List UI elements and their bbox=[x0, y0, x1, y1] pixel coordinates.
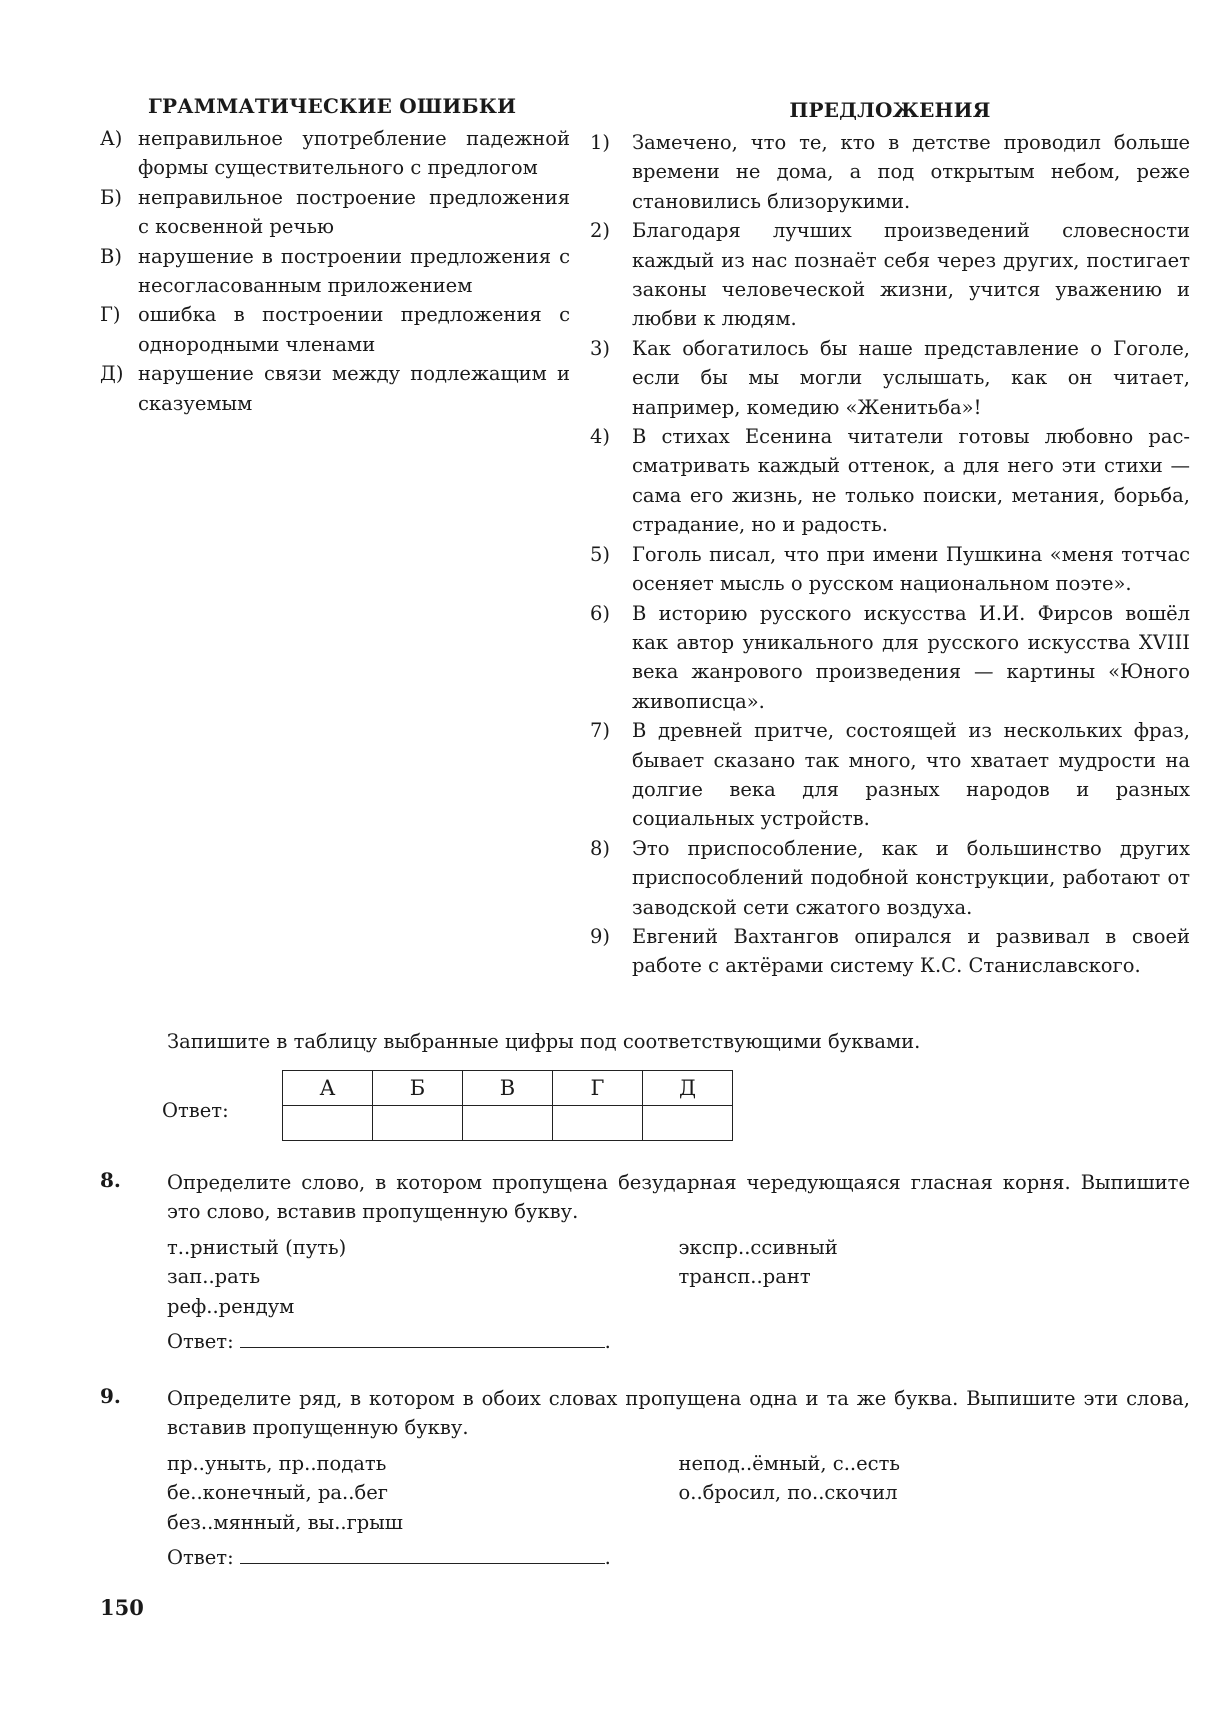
task-8-answer-line bbox=[167, 1327, 1190, 1356]
answer-letter-cell: А bbox=[283, 1071, 373, 1106]
task-9-right-words bbox=[679, 1449, 1191, 1537]
task-9-question: Определите ряд, в котором в обоих словах пропущена одна и та же буква. Выпишите эти слова, вставив пропущенную букву. bbox=[167, 1387, 1190, 1440]
task-8-question: Определите слово, в котором пропущена безударная чередующаяся гласная корня. Выпишите это слово, вставив пропущенную букву. bbox=[167, 1171, 1190, 1224]
task-9-number: 9. bbox=[100, 1384, 121, 1408]
task-8-number: 8. bbox=[100, 1168, 121, 1192]
answer-letter-cell: Г bbox=[553, 1071, 643, 1106]
answer-letter-cell: Б bbox=[373, 1071, 463, 1106]
word-option: о..бросил, по..скочил bbox=[678, 1481, 898, 1505]
sentence-item: 6) В историю русского искусства И.И. Фирсов вошёл как автор уникального для русского искусства XVIII века жанрового произведения — картины «Юного живописца». bbox=[590, 601, 1190, 713]
word-option: пр..уныть, пр..подать bbox=[167, 1451, 387, 1475]
sentences-column bbox=[590, 96, 1190, 981]
word-option: т..рнистый (путь) bbox=[167, 1235, 347, 1259]
task-9-left-words bbox=[167, 1449, 679, 1537]
word-option: непод..ёмный, с..есть bbox=[678, 1451, 900, 1475]
word-option: экспр..ссивный bbox=[678, 1235, 838, 1259]
answer-letter-cell: В bbox=[463, 1071, 553, 1106]
grammar-error-item: Б) неправильное построение предложения с косвенной речью bbox=[100, 185, 570, 239]
task-9-answer-field[interactable] bbox=[240, 1543, 605, 1564]
answer-input-cell[interactable] bbox=[553, 1106, 643, 1141]
page-number: 150 bbox=[100, 1595, 144, 1620]
grammar-errors-list bbox=[100, 124, 570, 418]
task-8-word-list bbox=[167, 1233, 1190, 1321]
task-8-right-words bbox=[679, 1233, 1191, 1321]
grammar-errors-heading: ГРАММАТИЧЕСКИЕ ОШИБКИ bbox=[148, 94, 517, 118]
task-9-answer-label: Ответ: bbox=[167, 1546, 234, 1570]
grammar-errors-column bbox=[100, 92, 570, 418]
answer-letter-cell: Д bbox=[643, 1071, 733, 1106]
sentence-item: 1) Замечено, что те, кто в детстве проводил больше времени не дома, а под открытым небом, реже становились близорукими. bbox=[590, 131, 1190, 213]
word-option: без..мянный, вы..грыш bbox=[167, 1510, 403, 1534]
task-8-answer-end: . bbox=[604, 1330, 611, 1354]
task-9-answer-line bbox=[167, 1543, 1190, 1572]
grammar-error-item: А) неправильное употребление падежной формы существительного с предлогом bbox=[100, 127, 570, 180]
task-9-answer-end: . bbox=[604, 1546, 611, 1570]
task-9-word-list bbox=[167, 1449, 1190, 1537]
answer-table-label: Ответ: bbox=[162, 1099, 229, 1122]
sentence-item: 5) Гоголь писал, что при имени Пушкина «меня тотчас осеняет мысль о русском национальном поэте». bbox=[590, 542, 1190, 596]
sentences-heading: ПРЕДЛОЖЕНИЯ bbox=[789, 98, 991, 122]
answer-input-cell[interactable] bbox=[643, 1106, 733, 1141]
word-option: зап..рать bbox=[167, 1265, 261, 1289]
answer-table bbox=[282, 1070, 733, 1141]
sentence-item: 8) Это приспособление, как и большинство других приспособлений подобной конструкции, работают от заводской сети сжатого воздуха. bbox=[590, 836, 1190, 919]
word-option: реф..рендум bbox=[167, 1294, 295, 1318]
sentence-item: 7) В древней притче, состоящей из нескольких фраз, бывает сказано так много, что хватает мудрости на долгие века для разных народов и разных социальных устройств. bbox=[590, 719, 1190, 831]
table-instruction: Запишите в таблицу выбранные цифры под соответствующими буквами. bbox=[167, 1030, 921, 1053]
answer-table-header-row bbox=[283, 1071, 733, 1106]
task-9-body bbox=[167, 1384, 1190, 1572]
sentence-item: 2) Благодаря лучших произведений словесности каждый из нас познаёт себя через других, постигает законы человеческой жизни, учится уважению и любви к людям. bbox=[590, 219, 1190, 331]
sentence-item: 9) Евгений Вахтангов опирался и развивал в своей работе с актёрами систему К.С. Станиславского. bbox=[590, 924, 1190, 978]
answer-input-cell[interactable] bbox=[373, 1106, 463, 1141]
sentence-item: 4) В стихах Есенина читатели готовы любовно рассматривать каждый оттенок, а для него эти стихи — сама его жизнь, не только поиски, метания, борьба, страдание, но и радость. bbox=[590, 425, 1190, 537]
word-option: бе..конечный, ра..бег bbox=[167, 1481, 388, 1505]
sentence-item: 3) Как обогатилось бы наше представление о Гоголе, если бы мы могли услышать, как он читает, например, комедию «Женитьба»! bbox=[590, 336, 1190, 419]
sentences-list bbox=[590, 128, 1190, 981]
grammar-error-item: В) нарушение в построении предложения с несогласованным приложением bbox=[100, 244, 570, 298]
grammar-error-item: Д) нарушение связи между подлежащим и сказуемым bbox=[100, 362, 570, 415]
task-8-answer-field[interactable] bbox=[240, 1327, 605, 1348]
grammar-error-item: Г) ошибка в построении предложения с однородными членами bbox=[100, 303, 570, 356]
word-option: трансп..рант bbox=[678, 1265, 811, 1289]
task-8-left-words bbox=[167, 1233, 679, 1321]
answer-input-cell[interactable] bbox=[463, 1106, 553, 1141]
answer-input-cell[interactable] bbox=[283, 1106, 373, 1141]
task-8-body bbox=[167, 1168, 1190, 1356]
answer-table-input-row bbox=[283, 1106, 733, 1141]
task-8-answer-label: Ответ: bbox=[167, 1330, 234, 1354]
